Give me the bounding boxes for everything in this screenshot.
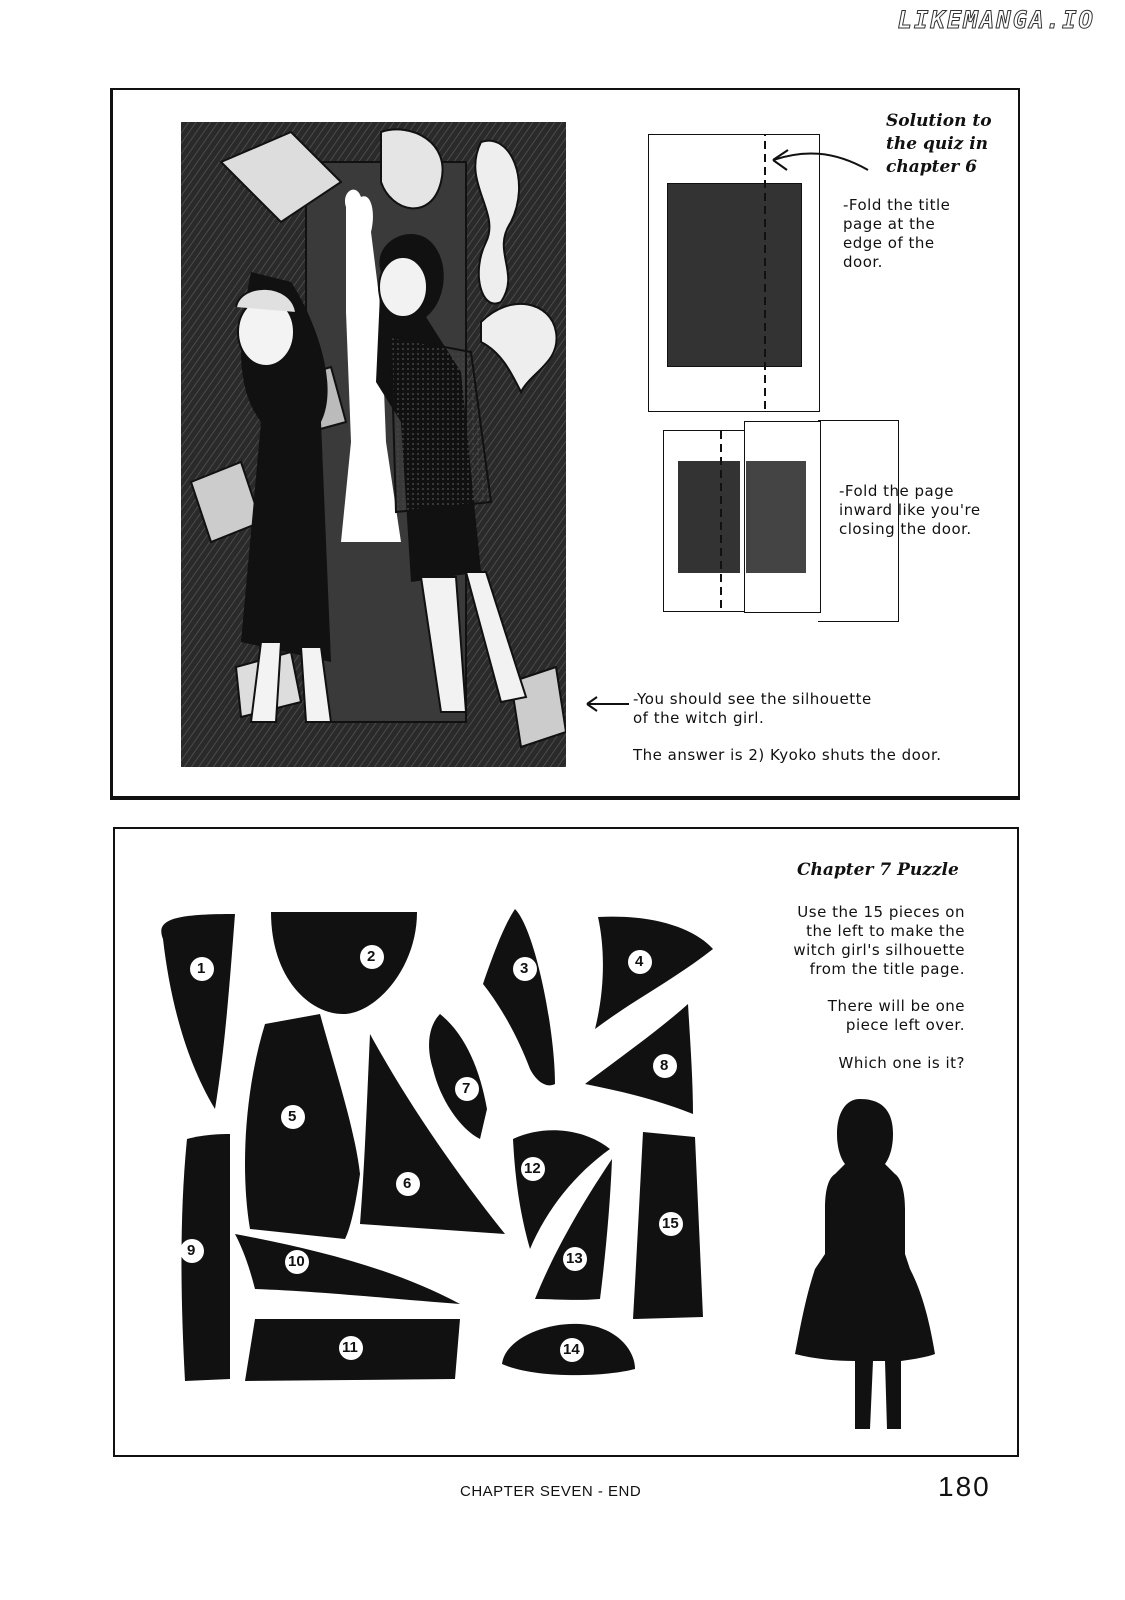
piece-10 bbox=[235, 1234, 460, 1304]
puzzle-instructions: Use the 15 pieces on the left to make the witch girl's silhouette from the title page. bbox=[793, 903, 965, 978]
piece-label-8: 8 bbox=[660, 1057, 669, 1074]
watermark: LIKEMANGA.IO bbox=[897, 6, 1095, 34]
title-page-illustration bbox=[181, 122, 566, 767]
piece-label-9: 9 bbox=[187, 1242, 196, 1259]
piece-label-6: 6 bbox=[403, 1175, 412, 1192]
piece-5 bbox=[245, 1014, 360, 1239]
piece-label-14: 14 bbox=[563, 1341, 580, 1358]
piece-label-11: 11 bbox=[342, 1339, 358, 1356]
puzzle-leftover-note: There will be one piece left over. bbox=[827, 997, 965, 1034]
piece-3 bbox=[483, 909, 555, 1085]
arrow-icon bbox=[763, 140, 873, 180]
solution-panel bbox=[110, 88, 1020, 800]
answer-text: The answer is 2) Kyoko shuts the door. bbox=[633, 746, 942, 764]
solution-title: Solution to the quiz in chapter 6 bbox=[886, 111, 992, 177]
chapter-end-label: CHAPTER SEVEN - END bbox=[460, 1483, 642, 1500]
piece-label-15: 15 bbox=[662, 1215, 679, 1232]
illustration-art bbox=[181, 122, 566, 767]
fold-line bbox=[664, 431, 819, 611]
witch-girl-silhouette bbox=[795, 1099, 935, 1429]
page-number: 180 bbox=[938, 1471, 991, 1502]
piece-label-10: 10 bbox=[288, 1253, 305, 1270]
puzzle-question: Which one is it? bbox=[838, 1054, 965, 1072]
puzzle-panel bbox=[113, 827, 1019, 1457]
piece-label-2: 2 bbox=[367, 948, 376, 965]
piece-7 bbox=[429, 1014, 487, 1139]
piece-label-13: 13 bbox=[566, 1250, 583, 1267]
step-3-text: -You should see the silhouette of the witch girl. bbox=[633, 690, 872, 727]
left-arrow-icon bbox=[583, 694, 631, 714]
piece-label-4: 4 bbox=[635, 953, 644, 970]
fold-diagram-2 bbox=[663, 430, 820, 612]
step-2-text: -Fold the page inward like you're closing the door. bbox=[839, 482, 981, 538]
piece-label-5: 5 bbox=[288, 1108, 297, 1125]
piece-1 bbox=[161, 914, 235, 1109]
puzzle-title: Chapter 7 Puzzle bbox=[797, 860, 959, 880]
piece-label-3: 3 bbox=[520, 960, 529, 977]
piece-label-12: 12 bbox=[524, 1160, 541, 1177]
piece-4 bbox=[595, 917, 713, 1029]
step-1-text: -Fold the title page at the edge of the door. bbox=[843, 196, 951, 271]
piece-2 bbox=[271, 912, 417, 1014]
piece-label-7: 7 bbox=[462, 1080, 471, 1097]
puzzle-pieces bbox=[115, 829, 1021, 1459]
piece-label-1: 1 bbox=[197, 960, 206, 977]
